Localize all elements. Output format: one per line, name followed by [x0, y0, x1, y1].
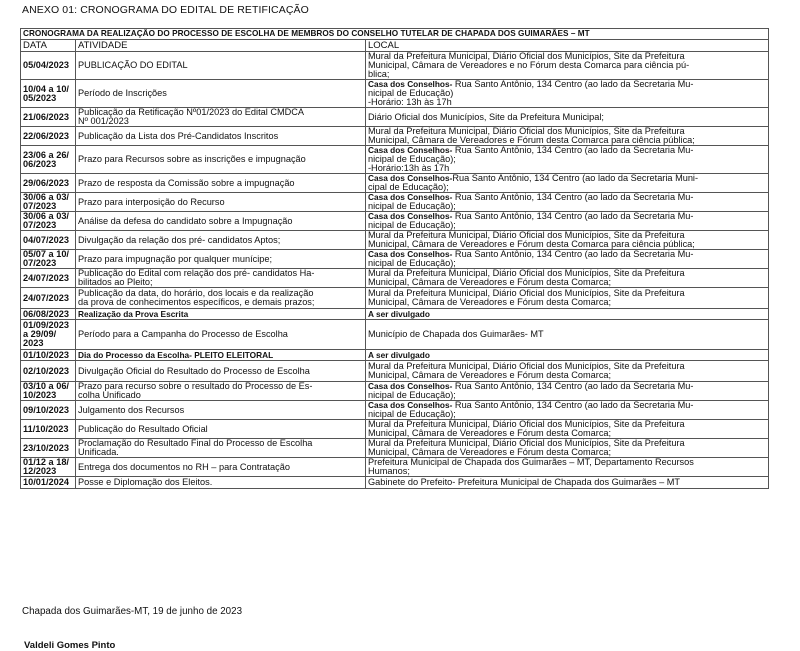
row-date — [21, 174, 76, 193]
row-location — [366, 174, 769, 193]
row-date-line: a 29/09/ — [23, 329, 57, 339]
row-activity-line: Análise da defesa do candidato sobre a Impugnação — [78, 215, 293, 226]
row-activity-line: Publicação da data, do horário, dos locais e da realização — [78, 288, 314, 298]
row-date-line: 07/2023 — [23, 201, 57, 211]
row-location — [366, 193, 769, 212]
row-location-line: nicipal de Educação); — [368, 390, 456, 400]
row-activity — [76, 146, 366, 174]
location-place-name: Casa dos Conselhos- — [368, 173, 453, 183]
location-place-name: Casa dos Conselhos- — [368, 79, 453, 89]
row-activity — [76, 288, 366, 309]
row-location — [366, 269, 769, 288]
row-date-line: 23/10/2023 — [23, 442, 69, 453]
row-activity-line: Publicação do Resultado Oficial — [78, 423, 208, 434]
row-date-line: 23/06 a 26/ — [23, 149, 69, 160]
document-title: ANEXO 01: CRONOGRAMA DO EDITAL DE RETIFICAÇÃO — [22, 4, 309, 16]
row-date — [21, 231, 76, 250]
row-date-line: 02/10/2023 — [23, 365, 69, 376]
table-row — [21, 193, 769, 212]
row-date — [21, 382, 76, 401]
row-location-line: Municipal, Câmara de Vereadores e Fórum desta Comarca para ciência pública; — [368, 135, 695, 145]
row-date — [21, 309, 76, 320]
table-row — [21, 212, 769, 231]
row-activity-line: colha Unificado — [78, 390, 141, 400]
row-date — [21, 439, 76, 458]
header-date: DATA — [21, 40, 76, 52]
row-date — [21, 420, 76, 439]
row-location — [366, 320, 769, 350]
row-date-line: 09/10/2023 — [23, 404, 69, 415]
row-location — [366, 212, 769, 231]
location-place-name: Casa dos Conselhos- — [368, 192, 453, 202]
location-address: Rua Santo Antônio, 134 Centro (ao lado da Secretaria Mu- — [452, 145, 694, 155]
location-address: Rua Santo Antônio, 134 Centro (ao lado da Secretaria Mu- — [452, 211, 694, 221]
row-date-line: 01/12 a 18/ — [23, 457, 69, 467]
row-location-line: Municipal, Câmara de Vereadores e Fórum desta Comarca; — [368, 447, 612, 457]
table-row — [21, 52, 769, 80]
row-date — [21, 108, 76, 127]
row-location — [366, 458, 769, 477]
row-activity-line: Proclamação do Resultado Final do Processo de Escolha — [78, 438, 313, 448]
row-date-line: 01/09/2023 — [23, 320, 69, 330]
table-row — [21, 288, 769, 309]
row-activity-line: Realização da Prova Escrita — [78, 308, 189, 319]
row-activity — [76, 212, 366, 231]
row-date-line: 03/10 a 06/ — [23, 381, 69, 391]
row-activity — [76, 361, 366, 382]
row-activity — [76, 401, 366, 420]
row-location — [366, 401, 769, 420]
row-date — [21, 127, 76, 146]
location-address: Rua Santo Antônio, 134 Centro (ao lado da Secretaria Mu- — [452, 400, 694, 410]
row-date — [21, 269, 76, 288]
row-location-line: nicipal de Educação); — [368, 220, 456, 230]
row-activity — [76, 320, 366, 350]
table-row — [21, 108, 769, 127]
row-activity-line: Prazo de resposta da Comissão sobre a impugnação — [78, 177, 295, 188]
row-date — [21, 350, 76, 361]
row-location-line: Municipal, Câmara de Vereadores e Fórum desta Comarca; — [368, 370, 612, 380]
row-date-line: 04/07/2023 — [23, 234, 69, 245]
table-row — [21, 382, 769, 401]
row-location-line: Mural da Prefeitura Municipal, Diário Oficial dos Municípios, Site da Prefeitura — [368, 288, 685, 298]
row-date-line: 07/2023 — [23, 258, 57, 268]
place-and-date: Chapada dos Guimarães-MT, 19 de junho de 2023 — [22, 606, 243, 617]
row-activity-line: Dia do Processo da Escolha- PLEITO ELEITORAL — [78, 349, 274, 360]
row-activity-line: da prova de conhecimentos específicos, e demais prazos; — [78, 297, 315, 307]
row-location-line: nicipal de Educação); — [368, 154, 456, 164]
row-activity — [76, 231, 366, 250]
row-date — [21, 212, 76, 231]
row-date-line: 30/06 a 03/ — [23, 211, 69, 221]
table-header-row — [21, 40, 769, 52]
location-place-name: Casa dos Conselhos- — [368, 211, 453, 221]
row-location-line: cipal de Educação); — [368, 182, 449, 192]
row-location — [366, 52, 769, 80]
row-location-line: Mural da Prefeitura Municipal, Diário Oficial dos Municípios, Site da Prefeitura — [368, 419, 685, 429]
table-row — [21, 458, 769, 477]
row-date — [21, 52, 76, 80]
table-row — [21, 174, 769, 193]
row-location — [366, 439, 769, 458]
row-date — [21, 401, 76, 420]
row-activity — [76, 174, 366, 193]
table-row — [21, 477, 769, 489]
table-caption: CRONOGRAMA DA REALIZAÇÃO DO PROCESSO DE ESCOLHA DE MEMBROS DO CONSELHO TUTELAR DE CHAPADA DOS GUIMARÃES – MT — [21, 29, 769, 40]
row-activity-line: Unificada. — [78, 447, 119, 457]
row-activity-line: Julgamento dos Recursos — [78, 404, 185, 415]
row-location-line: Municipal, Câmara de Vereadores e Fórum desta Comarca; — [368, 277, 612, 287]
row-activity-line: Entrega dos documentos no RH – para Contratação — [78, 461, 290, 472]
location-address: Rua Santo Antônio, 134 Centro (ao lado da Secretaria Mu- — [452, 79, 694, 89]
row-activity — [76, 477, 366, 489]
row-date-line: 30/06 a 03/ — [23, 192, 69, 202]
row-date-line: 05/07 a 10/ — [23, 249, 69, 259]
row-location — [366, 250, 769, 269]
table-row — [21, 309, 769, 320]
table-row — [21, 401, 769, 420]
row-date-line: 22/06/2023 — [23, 130, 69, 141]
row-activity — [76, 193, 366, 212]
row-location-line: Humanos; — [368, 466, 410, 476]
row-location — [366, 477, 769, 489]
row-activity — [76, 350, 366, 361]
row-activity-line: Publicação do Edital com relação dos pré- candidatos Ha- — [78, 268, 315, 278]
table-caption-row — [21, 29, 769, 40]
row-date — [21, 288, 76, 309]
row-location — [366, 108, 769, 127]
row-date-line: 12/2023 — [23, 466, 57, 476]
row-date-line: 2023 — [23, 338, 44, 348]
row-activity — [76, 127, 366, 146]
row-activity — [76, 420, 366, 439]
row-location-line: -Horário: 13h às 17h — [368, 97, 452, 107]
row-activity-line: Prazo para impugnação por qualquer munícipe; — [78, 253, 273, 264]
row-date-line: 10/04 a 10/ — [23, 83, 69, 94]
row-location-line: Municipal, Câmara de Vereadores e Fórum desta Comarca para ciência pública; — [368, 239, 695, 249]
row-location — [366, 127, 769, 146]
row-location-line: Municipal, Câmara de Vereadores e Fórum desta Comarca; — [368, 297, 612, 307]
location-place-name: Casa dos Conselhos- — [368, 145, 453, 155]
row-location — [366, 382, 769, 401]
row-location-line: nicipal de Educação); — [368, 409, 456, 419]
row-location-line: -Horário:13h às 17h — [368, 163, 450, 173]
row-location — [366, 309, 769, 320]
row-date-line: 05/2023 — [23, 92, 57, 103]
row-date-line: 05/04/2023 — [23, 60, 69, 70]
row-activity — [76, 52, 366, 80]
row-location-line: Gabinete do Prefeito- Prefeitura Municipal de Chapada dos Guimarães – MT — [368, 477, 681, 487]
table-row — [21, 320, 769, 350]
row-location-line: blica; — [368, 69, 390, 79]
row-date — [21, 250, 76, 269]
row-date — [21, 146, 76, 174]
row-date-line: 01/10/2023 — [23, 349, 69, 360]
row-activity — [76, 108, 366, 127]
row-activity-line: Divulgação Oficial do Resultado do Processo de Escolha — [78, 365, 310, 376]
row-location-line: Municipal, Câmara de Vereadores e Fórum desta Comarca; — [368, 428, 612, 438]
row-location-line: nicipal de Educação); — [368, 201, 456, 211]
table-row — [21, 350, 769, 361]
location-address: Rua Santo Antônio, 134 Centro (ao lado da Secretaria Muni- — [452, 173, 699, 183]
row-date — [21, 458, 76, 477]
row-date — [21, 320, 76, 350]
row-activity — [76, 309, 366, 320]
location-address: Rua Santo Antônio, 134 Centro (ao lado da Secretaria Mu- — [452, 381, 694, 391]
row-activity — [76, 458, 366, 477]
row-location — [366, 231, 769, 250]
location-address: Rua Santo Antônio, 134 Centro (ao lado da Secretaria Mu- — [452, 249, 694, 259]
row-location-line: A ser divulgado — [368, 349, 430, 360]
row-activity-line: Período para a Campanha do Processo de Escolha — [78, 329, 288, 339]
row-activity-line: PUBLICAÇÃO DO EDITAL — [78, 60, 188, 70]
row-location-line: Mural da Prefeitura Municipal, Diário Oficial dos Municípios, Site da Prefeitura — [368, 230, 685, 240]
table-row — [21, 439, 769, 458]
row-location — [366, 361, 769, 382]
row-activity — [76, 439, 366, 458]
table-row — [21, 231, 769, 250]
row-date-line: 24/07/2023 — [23, 292, 69, 303]
row-date-line: 11/10/2023 — [23, 423, 69, 434]
table-row — [21, 250, 769, 269]
signature-name: Valdeli Gomes Pinto — [24, 640, 116, 651]
table-row — [21, 361, 769, 382]
location-place-name: Casa dos Conselhos- — [368, 400, 453, 410]
row-activity — [76, 250, 366, 269]
row-date-line: 24/07/2023 — [23, 272, 69, 283]
row-date-line: 06/08/2023 — [23, 308, 69, 319]
row-activity — [76, 382, 366, 401]
row-activity-line: Divulgação da relação dos pré- candidatos Aptos; — [78, 234, 281, 245]
row-location — [366, 350, 769, 361]
row-location-line: Mural da Prefeitura Municipal, Diário Oficial dos Municípios, Site da Prefeitura — [368, 438, 685, 448]
row-date-line: 07/2023 — [23, 220, 57, 230]
row-location-line: Municipal, Câmara de Vereadores e no Fórum desta Comarca para ciência pú- — [368, 60, 690, 70]
row-activity — [76, 80, 366, 108]
row-location-line: Mural da Prefeitura Municipal, Diário Oficial dos Municípios, Site da Prefeitura — [368, 268, 685, 278]
table-row — [21, 269, 769, 288]
row-date-line: 06/2023 — [23, 158, 57, 169]
row-location-line: Mural da Prefeitura Municipal, Diário Oficial dos Municípios, Site da Prefeitura — [368, 126, 685, 136]
table-row — [21, 420, 769, 439]
row-date — [21, 361, 76, 382]
row-location — [366, 146, 769, 174]
row-location-line: Mural da Prefeitura Municipal, Diário Oficial dos Municípios, Site da Prefeitura — [368, 361, 685, 371]
table-row — [21, 80, 769, 108]
row-location-line: nicipal de Educação); — [368, 258, 456, 268]
schedule-table — [20, 28, 769, 489]
row-location-line: Diário Oficial dos Municípios, Site da Prefeitura Municipal; — [368, 111, 604, 122]
row-date-line: 21/06/2023 — [23, 111, 69, 122]
row-location — [366, 288, 769, 309]
row-date — [21, 80, 76, 108]
row-activity-line: Posse e Diplomação dos Eleitos. — [78, 477, 213, 487]
table-row — [21, 146, 769, 174]
row-location-line: nicipal de Educação) — [368, 88, 454, 98]
row-date — [21, 193, 76, 212]
row-activity-line: bilitados ao Pleito; — [78, 277, 153, 287]
location-address: Rua Santo Antônio, 134 Centro (ao lado da Secretaria Mu- — [452, 192, 694, 202]
row-activity — [76, 269, 366, 288]
row-activity-line: Prazo para recurso sobre o resultado do Processo de Es- — [78, 381, 313, 391]
row-date — [21, 477, 76, 489]
location-place-name: Casa dos Conselhos- — [368, 381, 453, 391]
row-activity-line: Prazo para Recursos sobre as inscrições e impugnação — [78, 154, 306, 164]
row-date-line: 29/06/2023 — [23, 177, 69, 188]
row-activity-line: Prazo para interposição do Recurso — [78, 196, 225, 207]
row-location — [366, 80, 769, 108]
row-activity-line: Nº 001/2023 — [78, 116, 129, 126]
row-location-line: Mural da Prefeitura Municipal, Diário Oficial dos Municípios, Site da Prefeitura — [368, 51, 685, 61]
table-row — [21, 127, 769, 146]
row-activity-line: Período de Inscrições — [78, 88, 167, 98]
header-activity: ATIVIDADE — [76, 40, 366, 52]
row-activity-line: Publicação da Retificação Nº01/2023 do Edital CMDCA — [78, 107, 305, 117]
row-location-line: A ser divulgado — [368, 308, 430, 319]
row-location — [366, 420, 769, 439]
row-date-line: 10/2023 — [23, 390, 57, 400]
row-location-line: Prefeitura Municipal de Chapada dos Guimarães – MT, Departamento Recursos — [368, 457, 694, 467]
row-date-line: 10/01/2024 — [23, 477, 69, 487]
row-location-line: Município de Chapada dos Guimarães- MT — [368, 329, 544, 339]
header-location: LOCAL — [366, 40, 769, 52]
location-place-name: Casa dos Conselhos- — [368, 249, 453, 259]
row-activity-line: Publicação da Lista dos Pré-Candidatos Inscritos — [78, 130, 279, 141]
